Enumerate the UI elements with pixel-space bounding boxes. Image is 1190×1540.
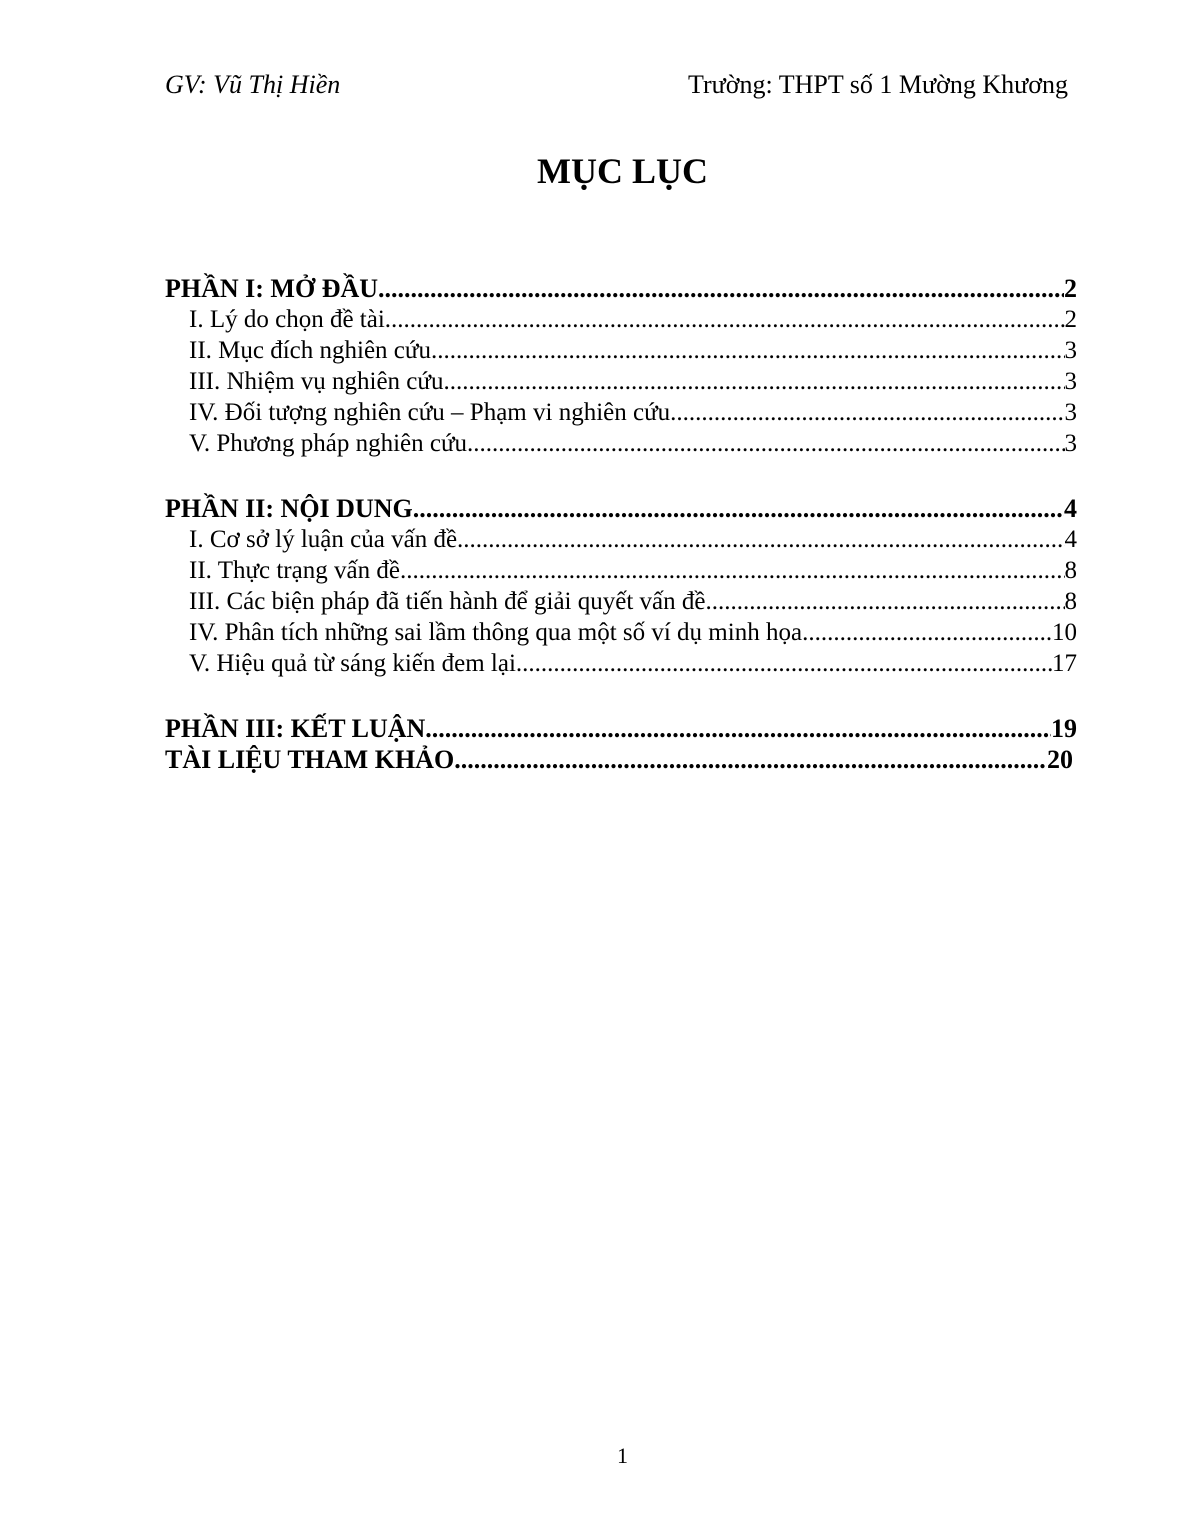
toc-page: 10 — [1052, 619, 1077, 646]
toc-entry[interactable] — [165, 428, 1077, 459]
toc-entry[interactable] — [165, 555, 1077, 586]
toc-page: 4 — [1064, 494, 1077, 523]
toc-page: 20 — [1047, 745, 1073, 774]
dot-leader — [454, 744, 1047, 775]
dot-leader — [467, 428, 1064, 459]
toc-label: II. Mục đích nghiên cứu — [189, 337, 431, 364]
toc-label: IV. Đối tượng nghiên cứu – Phạm vi nghiên cứu — [189, 399, 671, 426]
toc-label: PHẦN II: NỘI DUNG — [165, 494, 413, 523]
dot-leader — [378, 273, 1064, 304]
toc-page: 8 — [1064, 588, 1077, 615]
toc-page: 17 — [1052, 650, 1077, 677]
toc-label: III. Nhiệm vụ nghiên cứu — [189, 368, 444, 395]
toc-entry[interactable] — [165, 648, 1077, 679]
toc-entry[interactable] — [165, 397, 1077, 428]
dot-leader — [670, 397, 1064, 428]
section-gap — [165, 679, 1077, 713]
toc-label: V. Hiệu quả từ sáng kiến đem lại — [189, 650, 516, 677]
toc-label: PHẦN III: KẾT LUẬN — [165, 714, 426, 743]
toc-label: II. Thực trạng vấn đề — [189, 557, 400, 584]
page-number: 1 — [617, 1443, 628, 1468]
header-teacher: GV: Vũ Thị Hiền — [165, 70, 341, 99]
toc-entry[interactable] — [165, 366, 1077, 397]
toc-page: 2 — [1064, 306, 1077, 333]
toc-label: I. Lý do chọn đề tài — [189, 306, 385, 333]
header-school: Trường: THPT số 1 Mường Khương — [688, 70, 1068, 99]
toc-entry[interactable] — [165, 586, 1077, 617]
toc-page: 3 — [1064, 368, 1077, 395]
dot-leader — [802, 617, 1052, 648]
section-gap — [165, 459, 1077, 493]
dot-leader — [457, 524, 1064, 555]
toc-entry-part3[interactable] — [165, 713, 1077, 744]
toc-label: PHẦN I: MỞ ĐẦU — [165, 274, 379, 303]
toc-page: 8 — [1064, 557, 1077, 584]
dot-leader — [705, 586, 1064, 617]
toc-entry-part2[interactable] — [165, 493, 1077, 524]
toc-page: 3 — [1064, 430, 1077, 457]
table-of-contents — [165, 273, 1077, 775]
toc-label: I. Cơ sở lý luận của vấn đề — [189, 526, 458, 553]
toc-page: 19 — [1051, 714, 1077, 743]
toc-entry[interactable] — [165, 335, 1077, 366]
dot-leader — [400, 555, 1065, 586]
page-title: MỤC LỤC — [537, 151, 708, 191]
toc-page: 3 — [1064, 399, 1077, 426]
toc-label: IV. Phân tích những sai lầm thông qua một số ví dụ minh họa — [189, 619, 803, 646]
dot-leader — [443, 366, 1064, 397]
toc-page: 3 — [1064, 337, 1077, 364]
toc-entry-part1[interactable] — [165, 273, 1077, 304]
dot-leader — [516, 648, 1052, 679]
dot-leader — [413, 493, 1064, 524]
toc-label: III. Các biện pháp đã tiến hành để giải quyết vấn đề — [189, 588, 706, 615]
dot-leader — [425, 713, 1051, 744]
toc-label: V. Phương pháp nghiên cứu — [189, 430, 468, 457]
toc-label: TÀI LIỆU THAM KHẢO — [165, 745, 455, 774]
dot-leader — [431, 335, 1065, 366]
toc-entry[interactable] — [165, 617, 1077, 648]
dot-leader — [385, 304, 1065, 335]
toc-entry[interactable] — [165, 524, 1077, 555]
toc-page: 4 — [1064, 526, 1077, 553]
toc-page: 2 — [1064, 274, 1077, 303]
toc-entry[interactable] — [165, 304, 1077, 335]
toc-entry-references[interactable] — [165, 744, 1073, 775]
